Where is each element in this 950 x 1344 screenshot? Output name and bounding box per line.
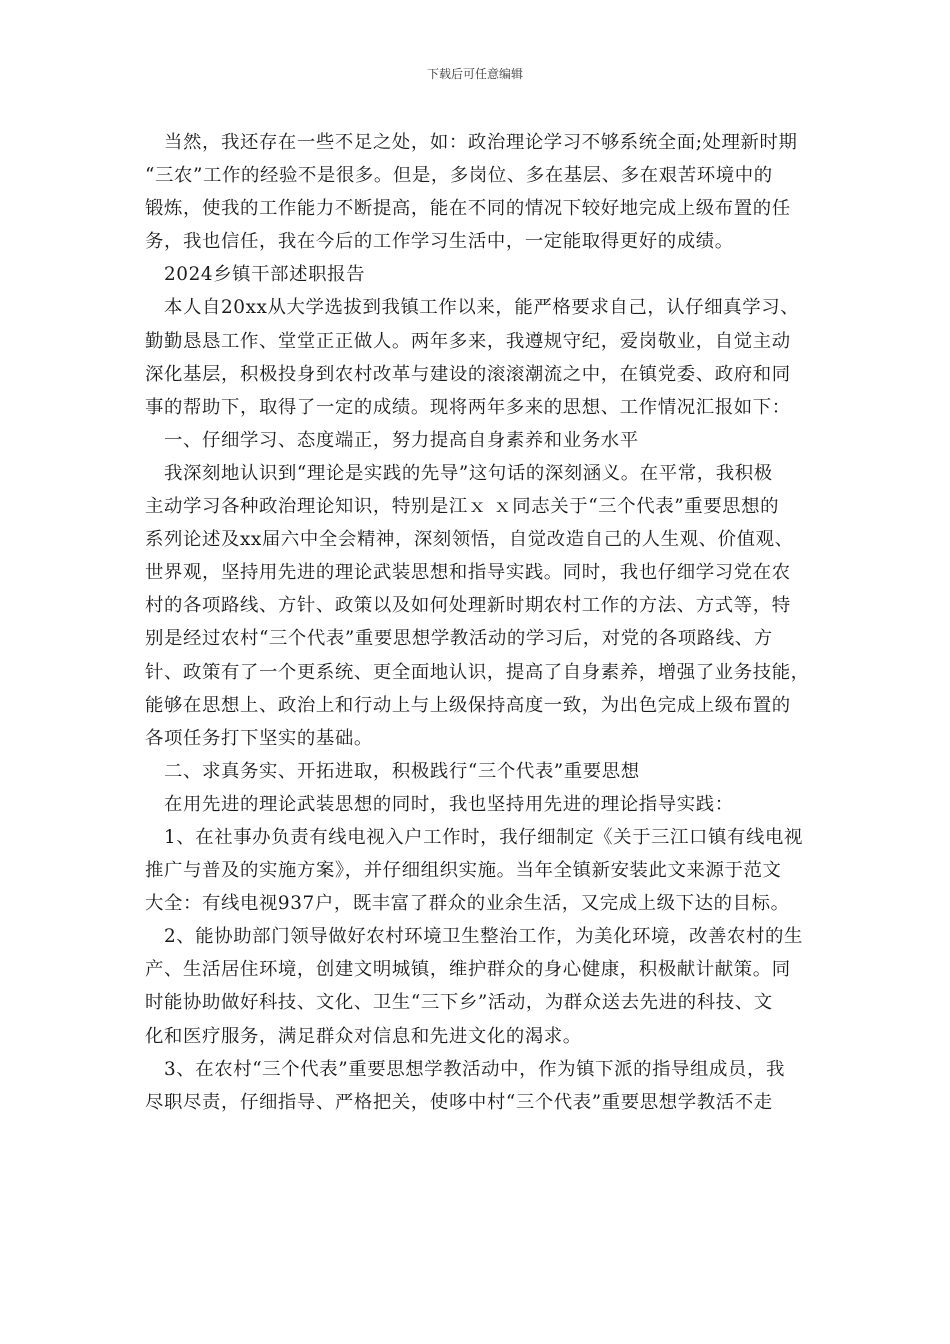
- section-heading: 二、求真务实、开拓进取，积极践行“三个代表”重要思想: [145, 760, 640, 782]
- text-line: 各项任务打下坚实的基础。: [145, 727, 373, 749]
- text-line: 产、生活居住环境，创建文明城镇，维护群众的身心健康，积极献计献策。同: [145, 959, 791, 981]
- text-line: 推广与普及的实施方案》，并仔细组织实施。当年全镇新安装此文来源于范文: [145, 860, 782, 882]
- text-line: 我深刻地认识到“理论是实践的先导”这句话的深刻涵义。在平常，我积极: [145, 462, 773, 484]
- text-line: 世界观，坚持用先进的理论武装思想和指导实践。同时，我也仔细学习党在农: [145, 562, 791, 584]
- text-line: 事的帮助下，取得了一定的成绩。现将两年多来的思想、工作情况汇报如下：: [145, 396, 791, 418]
- text-line: 尽职尽责，仔细指导、严格把关，使哆中村“三个代表”重要思想学教活不走: [145, 1091, 773, 1113]
- section-title: 2024乡镇干部述职报告: [145, 264, 366, 286]
- text-line: 针、政策有了一个更系统、更全面地认识，提高了自身素养，增强了业务技能，: [145, 661, 810, 683]
- text-line: “三农”工作的经验不是很多。但是，多岗位、多在基层、多在艰苦环境中的: [145, 165, 773, 187]
- text-line: 深化基层，积极投身到农村改革与建设的滚滚潮流之中，在镇党委、政府和同: [145, 363, 791, 385]
- text-line: 本人自20xx从大学选拔到我镇工作以来，能严格要求自己，认仔细真学习、: [145, 297, 800, 319]
- text-line: 在用先进的理论武装思想的同时，我也坚持用先进的理论指导实践：: [145, 793, 734, 815]
- text-line: 3、在农村“三个代表”重要思想学教活动中，作为镇下派的指导组成员，我: [145, 1058, 786, 1080]
- text-line: 勤勤恳恳工作、堂堂正正做人。两年多来，我遵规守纪，爱岗敬业，自觉主动: [145, 330, 791, 352]
- text-line: 系列论述及xx届六中全会精神，深刻领悟，自觉改造自己的人生观、价值观、: [145, 529, 794, 551]
- page-header: 下载后可任意编辑: [426, 67, 523, 81]
- document-body: [145, 126, 810, 1119]
- text-line: 村的各项路线、方针、政策以及如何处理新时期农村工作的方法、方式等，特: [145, 595, 791, 617]
- text-line: 2、能协助部门领导做好农村环境卫生整治工作，为美化环境，改善农村的生: [145, 926, 803, 948]
- text-line: 别是经过农村“三个代表”重要思想学教活动的学习后，对党的各项路线、方: [145, 628, 773, 650]
- text-line: 1、在社事办负责有线电视入户工作时，我仔细制定《关于三江口镇有线电视: [145, 826, 803, 848]
- text-line: 锻炼，使我的工作能力不断提高，能在不同的情况下较好地完成上级布置的任: [145, 198, 791, 220]
- text-line: 当然，我还存在一些不足之处，如：政治理论学习不够系统全面;处理新时期: [145, 132, 798, 153]
- text-line: 能够在思想上、政治上和行动上与上级保持高度一致，为出色完成上级布置的: [145, 694, 791, 716]
- text-line: 时能协助做好科技、文化、卫生“三下乡”活动，为群众送去先进的科技、文: [145, 992, 773, 1014]
- text-line: 主动学习各种政治理论知识，特别是江ｘ ｘ同志关于“三个代表”重要思想的: [145, 496, 780, 518]
- text-line: 务，我也信任，我在今后的工作学习生活中，一定能取得更好的成绩。: [145, 231, 734, 253]
- text-line: 化和医疗服务，满足群众对信息和先进文化的渴求。: [145, 1025, 582, 1047]
- section-heading: 一、仔细学习、态度端正，努力提高自身素养和业务水平: [145, 429, 639, 451]
- text-line: 大全：有线电视937户，既丰富了群众的业余生活，又完成上级下达的目标。: [145, 893, 790, 915]
